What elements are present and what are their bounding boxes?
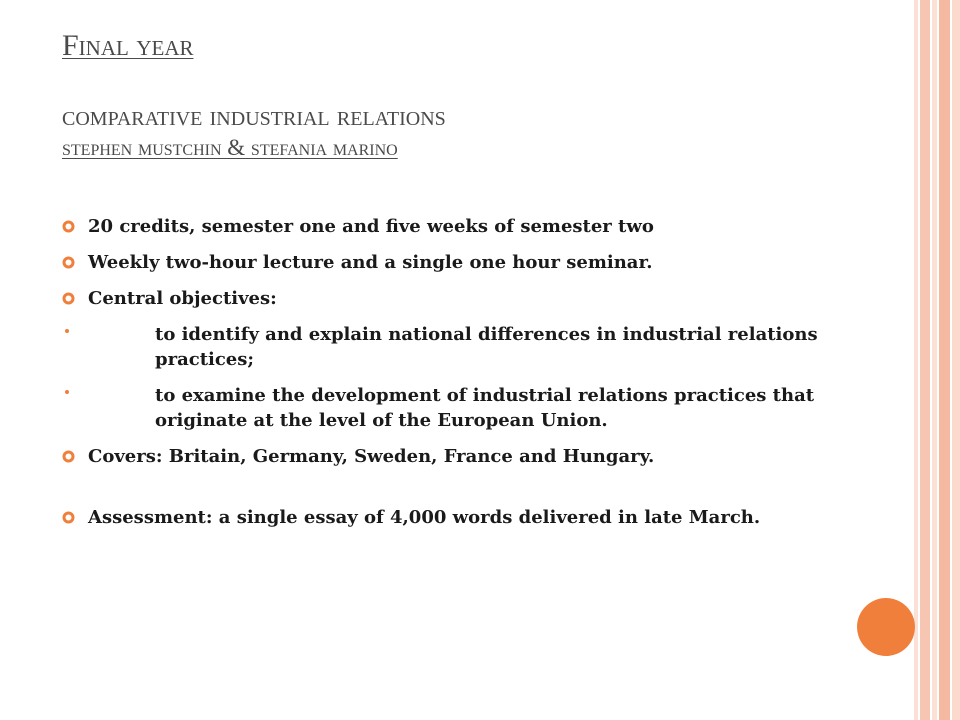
bullet-item [62,250,852,275]
stripe [920,0,930,720]
ring-bullet-icon [62,450,75,463]
decorative-stripes [914,0,960,720]
bullet-item [62,214,852,239]
stripe [914,0,918,720]
title-line-final-year: Final year [62,29,194,62]
slide-title [62,28,902,163]
stripe [932,0,937,720]
bullet-item [62,505,852,530]
bullet-text: Covers: Britain, Germany, Sweden, France and Hungary. [88,446,655,467]
bullet-text: to identify and explain national differences in industrial relations practices; [155,324,818,370]
bullet-text: Assessment: a single essay of 4,000 words delivered in late March. [88,507,761,528]
bullet-text: Weekly two-hour lecture and a single one hour seminar. [88,252,653,273]
dot-bullet-icon [65,390,69,394]
title-line-course: comparative industrial relations [62,100,446,132]
ring-bullet-icon [62,511,75,524]
decorative-orange-circle [857,598,915,656]
dot-bullet-icon [65,329,69,333]
ring-bullet-icon [62,292,75,305]
bullet-item [62,286,852,311]
bullet-text: to examine the development of industrial relations practices that originate at the level of the European Union. [155,385,815,431]
stripe [939,0,950,720]
bullet-list [62,214,852,541]
ring-bullet-icon [62,220,75,233]
bullet-item [62,444,852,469]
bullet-text: Central objectives: [88,288,277,309]
ring-bullet-icon [62,256,75,269]
sub-bullet-item [62,322,852,372]
title-line-lecturers: stephen mustchin & stefania marino [62,135,398,160]
sub-bullet-item [62,383,852,433]
stripe [952,0,960,720]
bullet-text: 20 credits, semester one and five weeks of semester two [88,216,654,237]
